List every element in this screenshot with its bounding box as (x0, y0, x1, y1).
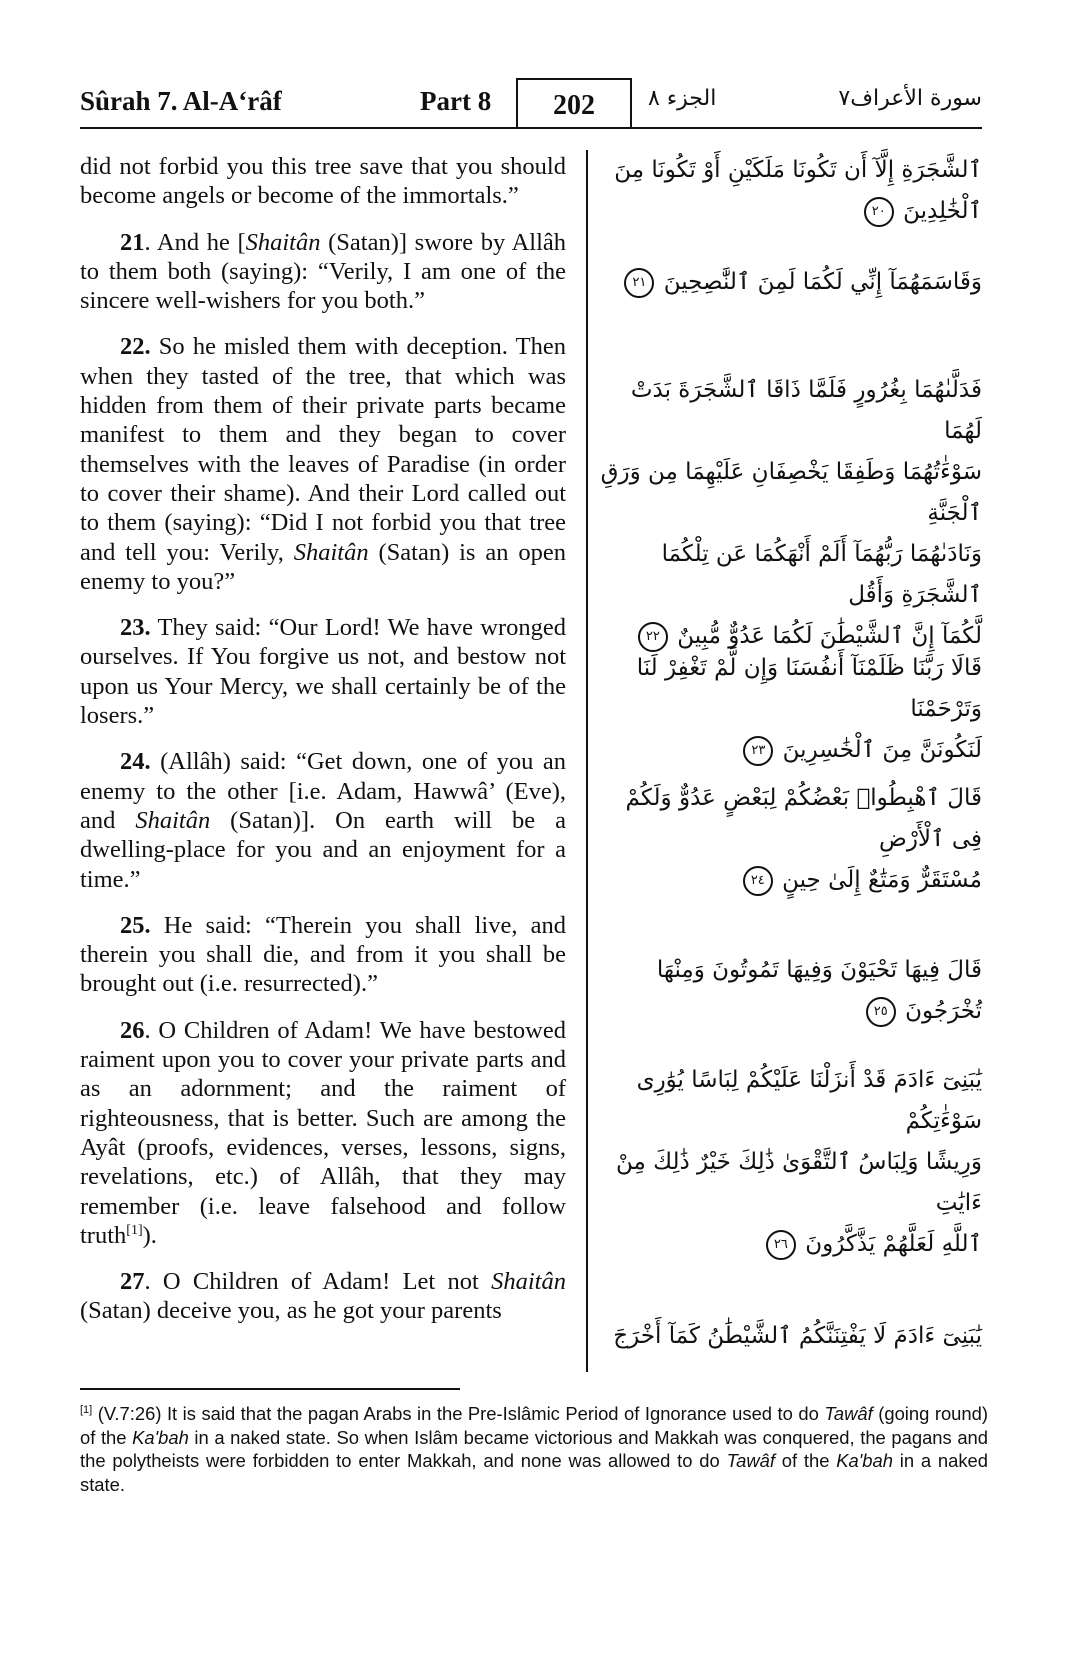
verse-24-text-a: (Allâh) said: “Get down, one of you an enemy to the other [i.e. Adam, Hawwâ’ (Eve), and (80, 748, 566, 834)
footnote-text: (going round) of the (80, 1403, 988, 1448)
arabic-verse-27 (596, 1316, 982, 1357)
verse-27-number: 27 (120, 1268, 145, 1296)
verse-27-text-a: . O Children of Adam! Let not (144, 1268, 492, 1296)
footnote-marker: [1] (80, 1403, 93, 1416)
verse-24-shaitan: Shaitân (135, 806, 211, 834)
arabic-line: يَٰبَنِىٓ ءَادَمَ قَدْ أَنزَلْنَا عَلَيْكُمْ لِبَاسًا يُوَٰرِى سَوْءَٰتِكُمْ (636, 1067, 982, 1134)
verse-24-text-b: (Satan)]. On earth will be a dwelling-place for you and an enjoyment for a time.” (80, 806, 567, 893)
verse-end-marker-icon: ٢٣ (743, 736, 773, 766)
verse-end-marker-icon: ٢٠ (864, 197, 894, 227)
verse-end-marker-icon: ٢٢ (638, 622, 668, 652)
arabic-text: لَّكُمَآ إِنَّ ٱلشَّيْطَٰنَ لَكُمَا عَدُوٌّ مُّبِينٌ (677, 623, 982, 649)
verse-21-text-b: (Satan)] swore by Allâh to them both (saying): “Verily, I am one of the sincere well-wishers for you both.” (80, 228, 566, 315)
arabic-verse-24 (596, 778, 982, 901)
arabic-line (596, 262, 982, 303)
column-divider (586, 150, 588, 1372)
part-label-english: Part 8 (420, 86, 492, 116)
footnote (80, 1402, 988, 1496)
verse-22-shaitan: Shaitân (293, 538, 369, 566)
part-label-arabic: الجزء ٨ (648, 86, 717, 111)
arabic-text: تُخْرَجُونَ (905, 998, 982, 1024)
verse-20-translation (80, 152, 566, 211)
footnote-term: Tawâf (824, 1403, 873, 1424)
arabic-line: يَٰبَنِىٓ ءَادَمَ لَا يَفْتِنَنَّكُمُ ٱلشَّيْطَٰنُ كَمَآ أَخْرَجَ (613, 1323, 982, 1349)
verse-23-number: 23. (120, 614, 151, 642)
arabic-text: مُسْتَقَرٌّ وَمَتَٰعٌ إِلَىٰ حِينٍ (782, 867, 982, 893)
verse-24-translation (80, 747, 566, 893)
verse-25-text: He said: “Therein you shall live, and therein you shall die, and from it you shall be brought out (i.e. resurrected).” (80, 911, 566, 998)
verse-26-text-a: . O Children of Adam! We have bestowed raiment upon you to cover your private parts and as an adornment; and the raiment of righteousness, that is better. Such are among the Ayât (proofs, evidences, verses, lessons, signs, revelations, etc.) of Allâh, that they may remember (i.e. leave falsehood and follow truth (80, 1016, 566, 1249)
footnote-text: in a naked state. (80, 1450, 989, 1495)
verse-end-marker-icon: ٢١ (624, 268, 654, 298)
arabic-line: قَالَ فِيهَا تَحْيَوْنَ وَفِيهَا تَمُوتُونَ وَمِنْهَا (656, 957, 982, 983)
arabic-text: وَقَاسَمَهُمَآ إِنِّي لَكُمَا لَمِنَ ٱلنَّٰصِحِينَ (663, 269, 982, 295)
verse-25-number: 25. (120, 911, 151, 939)
arabic-line (596, 730, 982, 771)
verse-27-shaitan: Shaitân (491, 1268, 566, 1296)
arabic-line (596, 860, 982, 901)
verse-21-number: 21 (120, 228, 145, 256)
verse-21-text-a: . And he [ (144, 228, 246, 256)
arabic-line: ٱلشَّجَرَةِ إِلَّآ أَن تَكُونَا مَلَكَيْنِ أَوْ تَكُونَا مِنَ (614, 157, 982, 183)
verse-end-marker-icon: ٢٤ (743, 866, 773, 896)
footnote-text: (V.7:26) It is said that the pagan Arabs in the Pre-Islâmic Period of Ignorance used to do (92, 1403, 825, 1424)
arabic-verse-26 (596, 1060, 982, 1265)
arabic-line: وَنَادَىٰهُمَا رَبُّهُمَآ أَلَمْ أَنْهَكُمَا عَن تِلْكُمَا ٱلشَّجَرَةِ وَأَقُل (661, 541, 982, 608)
arabic-verse-22 (596, 370, 982, 657)
verse-23-text: They said: “Our Lord! We have wronged ourselves. If You forgive us not, and bestow not upon us Your Mercy, we shall certainly be of the losers.” (80, 614, 566, 730)
footnote-term: Ka'bah (836, 1450, 893, 1471)
verse-21-translation (80, 228, 566, 316)
arabic-line: فَدَلَّىٰهُمَا بِغُرُورٍ فَلَمَّا ذَاقَا ٱلشَّجَرَةَ بَدَتْ لَهُمَا (630, 377, 982, 444)
arabic-verse-21 (596, 262, 982, 303)
arabic-line: وَرِيشًا وَلِبَاسُ ٱلتَّقْوَىٰ ذَٰلِكَ خَيْرٌ ذَٰلِكَ مِنْ ءَايَٰتِ (615, 1149, 982, 1216)
footnote-text: of the (774, 1450, 837, 1471)
surah-title-arabic: سورة الأعراف٧ (838, 86, 982, 111)
verse-26-text-b: ). (142, 1221, 157, 1249)
verse-25-translation (80, 911, 566, 999)
verse-22-text-a: So he misled them with deception. Then when they tasted of the tree, that which was hidden from them of their private parts became manifest to them and they began to cover themselves with the leaves of Paradise (in order to cover their shame). And their Lord called out to them (saying): “Did I not forbid you that tree and tell you: Verily, (80, 333, 566, 566)
verse-27-translation (80, 1267, 566, 1326)
page-number: 202 (516, 78, 632, 128)
footnote-reference[interactable]: [1] (126, 1222, 143, 1238)
verse-22-number: 22. (120, 333, 151, 361)
verse-22-translation (80, 332, 566, 596)
arabic-line: قَالَ ٱهْبِطُوا۟ بَعْضُكُمْ لِبَعْضٍ عَدُوٌّ وَلَكُمْ فِى ٱلْأَرْضِ (625, 785, 982, 852)
arabic-line: قَالَا رَبَّنَا ظَلَمْنَآ أَنفُسَنَا وَإِن لَّمْ تَغْفِرْ لَنَا وَتَرْحَمْنَا (636, 655, 982, 722)
footnote-term: Tawâf (726, 1450, 775, 1471)
verse-20-text: did not forbid you this tree save that you should become angels or become of the immortals.” (80, 153, 566, 210)
verse-27-text-b: (Satan) deceive you, as he got your parents (80, 1297, 502, 1325)
verse-end-marker-icon: ٢٥ (866, 997, 896, 1027)
header-rule (80, 127, 982, 129)
verse-24-number: 24. (120, 748, 151, 776)
footnote-term: Ka'bah (132, 1426, 189, 1448)
surah-title-english: Sûrah 7. Al-A‘râf (80, 86, 282, 116)
verse-23-translation (80, 613, 566, 730)
verse-21-shaitan: Shaitân (245, 228, 321, 256)
verse-26-translation (80, 1016, 566, 1250)
english-translation-column (80, 152, 566, 1343)
verse-end-marker-icon: ٢٦ (766, 1230, 796, 1260)
arabic-line: سَوْءَٰتُهُمَا وَطَفِقَا يَخْصِفَانِ عَلَيْهِمَا مِن وَرَقِ ٱلْجَنَّةِ (600, 459, 982, 526)
arabic-verse-20 (596, 150, 982, 232)
arabic-text: لَنَكُونَنَّ مِنَ ٱلْخَٰسِرِينَ (782, 737, 982, 763)
page-header (80, 78, 982, 128)
verse-26-number: 26 (120, 1016, 145, 1044)
arabic-line (596, 1224, 982, 1265)
arabic-text: ٱلْخَٰلِدِينَ (903, 198, 982, 224)
arabic-verse-23 (596, 648, 982, 771)
arabic-text: ٱللَّهِ لَعَلَّهُمْ يَذَّكَّرُونَ (805, 1231, 982, 1257)
arabic-line (596, 191, 982, 232)
footnote-rule (80, 1388, 460, 1390)
footnote-text: in a naked state. So when Islâm became victorious and Makkah was conquered, the pagans and the polytheists were forbidden to enter Makkah, and none was allowed to do (80, 1426, 989, 1471)
verse-22-text-b: (Satan) is an open enemy to you?” (80, 538, 566, 595)
arabic-line (596, 991, 982, 1032)
arabic-verse-25 (596, 950, 982, 1032)
